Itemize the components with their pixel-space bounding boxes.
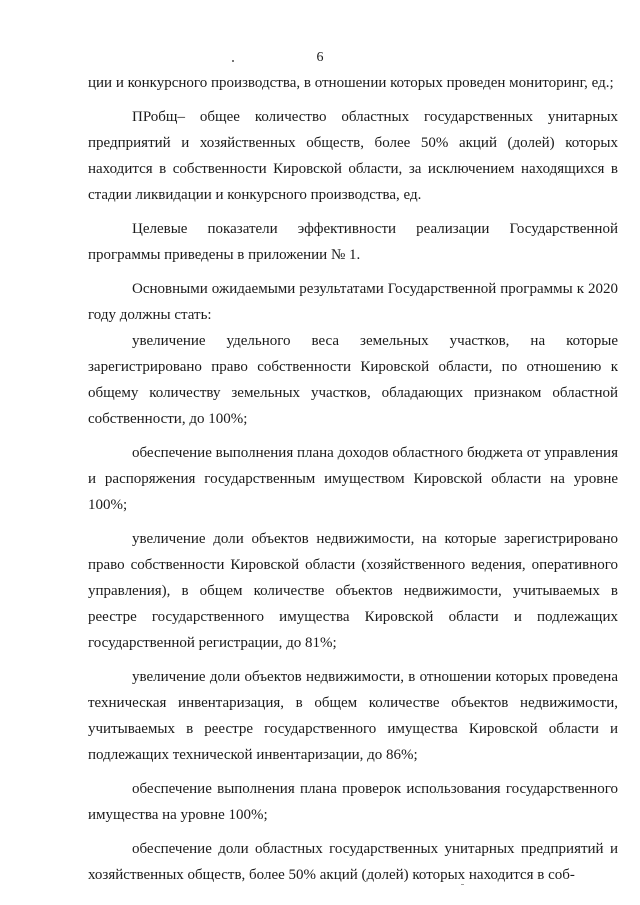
list-item-inspections: обеспечение выполнения плана проверок использования государственного имущества на уровне 100%; xyxy=(88,781,618,823)
list-item-technical-inventory: увеличение доли объектов недвижимости, в отношении которых проведена техническая инвентаризация, в общем количестве объектов недвижимости, учитываемых в реестре государственного имущества Кировской области и подлежащих технической инвентаризации, до 86%; xyxy=(88,669,618,763)
list-item-property-registration: увеличение доли объектов недвижимости, на которые зарегистрировано право собственности Кировской области (хозяйственного ведения, оперативного управления), в общем количестве объектов недвижимости, учитываемых в реестре государственного имущества Кировской области и подлежащих государственной регистрации, до 81%; xyxy=(88,531,618,651)
scan-speck-bottom xyxy=(461,884,464,885)
scan-speck xyxy=(232,60,234,62)
list-item-land-plots: увеличение удельного веса земельных участков, на которые зарегистрировано право собственности Кировской области, по отношению к общему количеству земельных участков, обладающих признаком областной собственности, до 100%; xyxy=(88,333,618,427)
paragraph-continuation: ции и конкурсного производства, в отношении которых проведен мониторинг, ед.; xyxy=(88,75,614,91)
paragraph-target-indicators: Целевые показатели эффективности реализации Государственной программы приведены в приложении № 1. xyxy=(88,221,618,263)
page-number: 6 xyxy=(316,50,324,65)
list-item-budget-revenue: обеспечение выполнения плана доходов областного бюджета от управления и распоряжения государственным имуществом Кировской области на уровне 100%; xyxy=(88,445,618,513)
list-item-enterprises-share: обеспечение доли областных государственных унитарных предприятий и хозяйственных обществ, более 50% акций (долей) которых находится в соб- xyxy=(88,841,618,883)
paragraph-expected-results: Основными ожидаемыми результатами Государственной программы к 2020 году должны стать: xyxy=(88,281,618,323)
paragraph-definition-prob: ПРобщ– общее количество областных государственных унитарных предприятий и хозяйственных обществ, более 50% акций (долей) которых находится в собственности Кировской области, за исключением находящихся в стадии ликвидации и конкурсного производства, ед. xyxy=(88,109,618,203)
document-body xyxy=(88,70,618,888)
